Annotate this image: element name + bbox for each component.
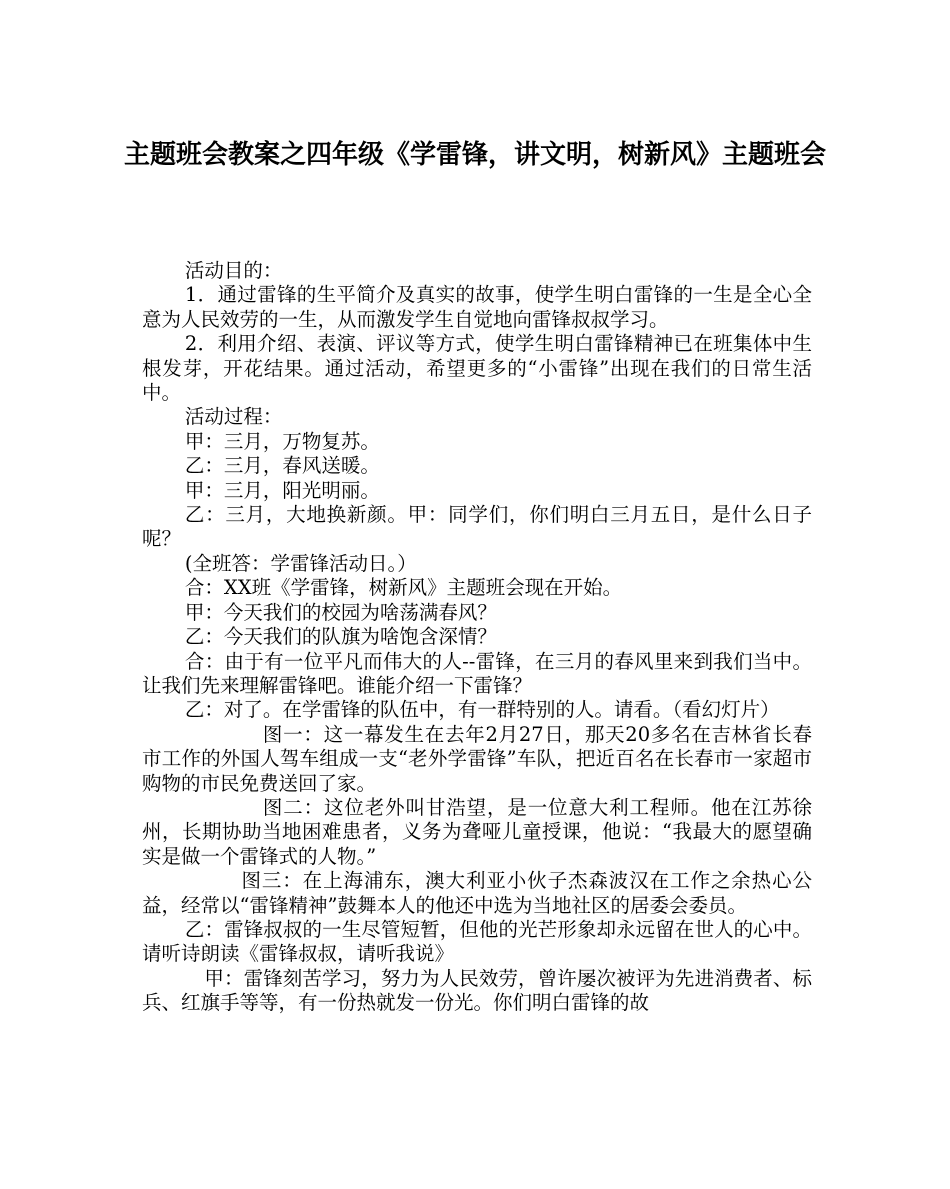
dialogue-line: 甲：雷锋刻苦学习，努力为人民效劳，曾许屡次被评为先进消费者、标兵、红旗手等等，有一份热就发一份光。你们明白雷锋的故	[142, 966, 812, 1015]
paragraph-goal-1: 1．通过雷锋的生平简介及真实的故事，使学生明白雷锋的一生是全心全意为人民效劳的一生，从而激发学生自觉地向雷锋叔叔学习。	[142, 283, 812, 331]
dialogue-line: 乙：雷锋叔叔的一生尽管短暂，但他的光芒形象却永远留在世人的心中。请听诗朗读《雷锋叔叔，请听我说》	[142, 917, 812, 966]
dialogue-line: 乙：三月，春风送暖。	[184, 454, 380, 478]
dialogue-line: 乙：今天我们的队旗为啥饱含深情？	[184, 625, 497, 649]
slide-description-1: 图一：这一幕发生在去年2月27日，那天20多名在吉林省长春市工作的外国人驾车组成一支“老外学雷锋”车队，把近百名在长春市一家超市购物的市民免费送回了家。	[142, 722, 812, 795]
dialogue-line: 乙：对了。在学雷锋的队伍中，有一群特别的人。请看。（看幻灯片）	[184, 698, 780, 722]
dialogue-line: (全班答：学雷锋活动日。）	[184, 551, 417, 575]
document-title: 主题班会教案之四年级《学雷锋，讲文明，树新风》主题班会	[123, 140, 826, 170]
dialogue-line: 合：由于有一位平凡而伟大的人--雷锋，在三月的春风里来到我们当中。让我们先来理解雷锋吧。谁能介绍一下雷锋？	[142, 649, 812, 697]
slide-description-2: 图二：这位老外叫甘浩望，是一位意大利工程师。他在江苏徐州，长期协助当地困难患者，义务为聋哑儿童授课，他说：“我最大的愿望确实是做一个雷锋式的人物。”	[142, 795, 812, 868]
slide-description-3: 图三：在上海浦东，澳大利亚小伙子杰森波汉在工作之余热心公益，经常以“雷锋精神”鼓舞本人的他还中选为当地社区的居委会委员。	[142, 869, 812, 917]
dialogue-line: 甲：三月，万物复苏。	[184, 429, 380, 453]
paragraph-goal-heading: 活动目的：	[184, 259, 283, 282]
dialogue-line: 乙：三月，大地换新颜。甲：同学们，你们明白三月五日，是什么日子呢？	[142, 503, 812, 551]
dialogue-line: 合：XX班《学雷锋，树新风》主题班会现在开始。	[184, 576, 623, 600]
paragraph-goal-2: 2．利用介绍、表演、评议等方式，使学生明白雷锋精神已在班集体中生根发芽，开花结果。通过活动，希望更多的“小雷锋”出现在我们的日常生活中。	[142, 332, 812, 405]
dialogue-line: 甲：今天我们的校园为啥荡满春风？	[184, 600, 497, 624]
dialogue-line: 甲：三月，阳光明丽。	[184, 478, 380, 502]
paragraph-process-heading: 活动过程：	[184, 405, 283, 429]
document-body	[142, 259, 812, 1016]
